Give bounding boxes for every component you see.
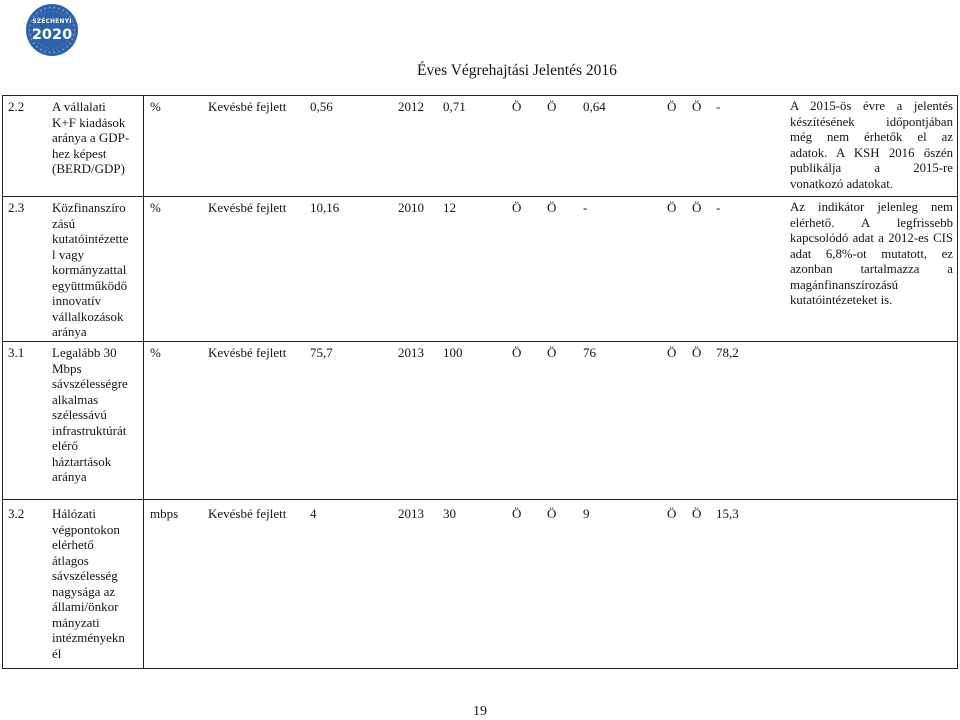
indicator-id: 2.3 [8,200,25,215]
table-cell: Ö [512,99,522,114]
table-cell: Ö [547,345,557,360]
table-border [2,95,958,96]
table-cell: Ö [512,200,522,215]
indicator-label-line: A vállalati [52,99,106,114]
table-cell: Kevésbé fejlett [208,345,287,360]
table-cell: % [150,200,161,215]
table-cell: 15,3 [716,506,739,521]
indicator-label-line: intézményekn [52,630,125,645]
table-cell: 75,7 [310,345,333,360]
table-cell: 0,64 [583,99,606,114]
note-line: kapcsolódó adat a 2012-es CIS [790,231,953,245]
indicator-label-line: háztartások [52,453,112,469]
szechenyi-2020-logo [25,3,79,57]
indicator-id: 2.2 [8,99,25,114]
table-cell: 9 [583,506,590,521]
table-border [2,95,3,669]
indicator-label [52,99,129,177]
table-cell: Kevésbé fejlett [208,200,287,215]
table-cell: Ö [547,506,557,521]
table-cell: 0,71 [443,99,466,114]
table-row-separator [2,196,958,197]
table-cell: Ö [692,345,702,360]
table-cell: Ö [547,200,557,215]
table-cell: 2010 [398,200,424,215]
indicator-label-line: Legalább 30 [52,345,117,360]
indicator-label-line: nagysága az [52,583,116,599]
table-cell: Ö [667,506,677,521]
indicator-label-line: alkalmas [52,391,99,407]
indicator-label-line: Hálózati [52,506,97,521]
indicator-label-line: Mbps [52,360,82,376]
table-cell: 2013 [398,506,424,521]
table-cell: 30 [443,506,456,521]
indicator-label-line: kormányzattal [52,262,127,277]
note-line: publikálja a 2015-re [790,161,953,175]
table-cell: Kevésbé fejlett [208,99,287,114]
table-border [957,95,958,669]
table-cell: Ö [512,345,522,360]
indicator-label-line: él [52,645,62,661]
indicator-id: 3.2 [8,506,25,521]
table-cell: Ö [692,506,702,521]
note-cell [790,99,953,192]
note-line: azonban tartalmazza a [790,262,953,276]
indicator-label [52,345,128,485]
indicator-label-line: innovatív [52,293,102,308]
indicator-id: 3.1 [8,345,25,360]
indicator-label-line: (BERD/GDP) [52,161,125,176]
table-column-separator [143,95,144,669]
indicator-label-line: sávszélességre [52,376,128,391]
table-cell: Ö [692,99,702,114]
page-number: 19 [473,704,487,719]
indicator-label-line: kutatóintézette [52,231,129,246]
table-cell: Ö [667,99,677,114]
indicator-label-line: aránya [52,324,87,339]
table-cell: - [583,200,588,215]
indicator-label-line: együttműködő [52,277,128,293]
table-cell: 2012 [398,99,424,114]
indicator-label-line: Közfinanszíro [52,200,126,215]
indicator-label-line: vállalkozások [52,308,124,324]
note-line: A 2015-ös évre a jelentés [790,99,953,113]
table-border [2,668,958,669]
table-cell: Ö [547,99,557,114]
indicator-label-line: l vagy [52,246,85,262]
indicator-label-line: sávszélesség [52,568,118,583]
indicator-label-line: zású [52,215,76,231]
table-cell: - [716,200,721,215]
logo-name-text: SZÉCHENYI [32,19,72,25]
table-cell: Kevésbé fejlett [208,506,287,521]
indicator-label [52,506,125,661]
note-cell [790,200,953,309]
table-cell: 12 [443,200,456,215]
indicator-label-line: elérhető [52,537,94,552]
indicator-label-line: infrastruktúrát [52,422,127,438]
document-header-title: Éves Végrehajtási Jelentés 2016 [417,62,617,79]
note-line: még nem érhetők el az [790,130,953,144]
indicator-label [52,200,129,340]
indicator-label-line: átlagos [52,552,89,568]
table-row-separator [2,499,958,500]
table-cell: 0,56 [310,99,333,114]
note-line: vonatkozó adatokat. [790,176,894,191]
note-line: kutatóintézeteket is. [790,293,893,307]
table-cell: 76 [583,345,596,360]
note-line: magánfinanszírozású [790,277,899,292]
table-cell: Ö [667,200,677,215]
indicator-label-line: K+F kiadások [52,114,126,130]
note-line: elérhető. A legfrissebb [790,215,953,230]
logo-emblem-icon [25,3,79,57]
table-cell: Ö [667,345,677,360]
indicator-label-line: szélessávú [52,407,107,422]
note-line: adatok. A KSH 2016 őszén [790,145,953,160]
table-cell: mbps [150,506,179,521]
table-cell: 78,2 [716,345,739,360]
table-cell: 10,16 [310,200,340,215]
table-cell: Ö [512,506,522,521]
table-row-separator [2,341,958,342]
indicator-label-line: végpontokon [52,521,120,537]
logo-year-text: 2020 [31,27,73,43]
table-cell: 100 [443,345,463,360]
note-line: adat 6,8%-ot mutatott, ez [790,246,953,261]
table-cell: % [150,345,161,360]
table-cell: - [716,99,721,114]
indicator-label-line: aránya [52,469,87,484]
table-cell: 2013 [398,345,424,360]
indicator-label-line: mányzati [52,614,100,630]
table-cell: 4 [310,506,317,521]
indicator-label-line: hez képest [52,145,107,161]
indicator-label-line: állami/önkor [52,599,119,614]
table-cell: % [150,99,161,114]
table-cell: Ö [692,200,702,215]
indicator-label-line: elérő [52,438,78,453]
note-line: készítésének időpontjában [790,114,953,129]
note-line: Az indikátor jelenleg nem [790,200,953,214]
indicator-label-line: aránya a GDP- [52,130,130,145]
